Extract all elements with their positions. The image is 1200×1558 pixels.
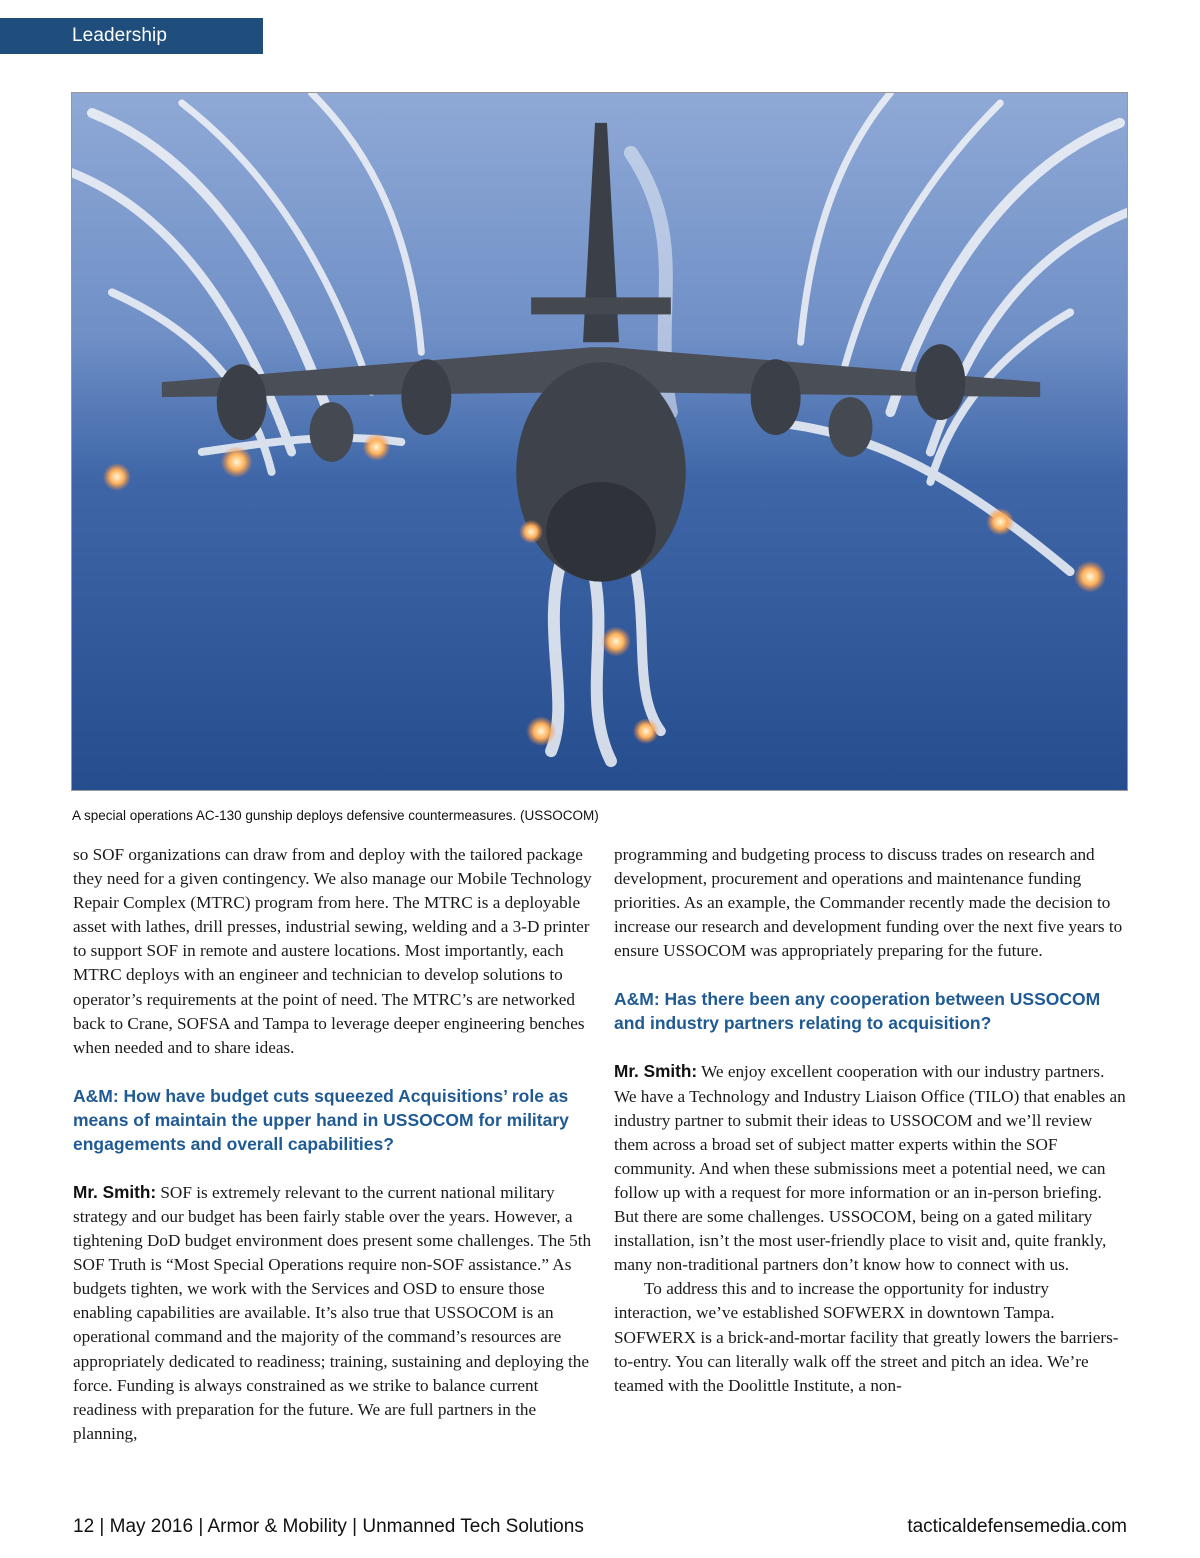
gunship-photo bbox=[71, 92, 1128, 791]
question-budget-cuts: A&M: How have budget cuts squeezed Acquisitions’ role as means of maintain the upper hand in USSOCOM for military engagements and overall capabilities? bbox=[73, 1085, 569, 1154]
question-industry-cooperation: A&M: Has there been any cooperation between USSOCOM and industry partners relating to acquisition? bbox=[614, 989, 1101, 1034]
right-paragraph-1: programming and budgeting process to discuss trades on research and development, procurement and operations and maintenance funding priorities. As an example, the Commander recently made the decision to increase our research and development funding over the next five years to ensure USSOCOM was appropriately preparing for the future. bbox=[614, 845, 1123, 961]
answer-budget-cuts bbox=[73, 1180, 593, 1446]
right-column bbox=[614, 843, 1129, 1398]
left-column bbox=[73, 843, 593, 1446]
speaker-label: Mr. Smith: bbox=[73, 1181, 157, 1202]
footer-publication-info: 12 | May 2016 | Armor & Mobility | Unmanned Tech Solutions bbox=[73, 1516, 584, 1537]
right-paragraph-3: To address this and to increase the opportunity for industry interaction, we’ve established SOFWERX in downtown Tampa. SOFWERX is a brick-and-mortar facility that greatly lowers the barriers-to-entry. You can literally walk off the street and pitch an idea. We’re teamed with the Doolittle Institute, a non- bbox=[614, 1279, 1119, 1395]
answer-industry-cooperation bbox=[614, 1059, 1129, 1277]
speaker-label: Mr. Smith: bbox=[614, 1061, 698, 1082]
page-footer bbox=[73, 1516, 1127, 1538]
footer-website-link[interactable]: tacticaldefensemedia.com bbox=[907, 1516, 1127, 1537]
photo-caption: A special operations AC-130 gunship deploys defensive countermeasures. (USSOCOM) bbox=[72, 808, 599, 823]
left-paragraph-1: so SOF organizations can draw from and deploy with the tailored package they need for a given contingency. We also manage our Mobile Technology Repair Complex (MTRC) program from here. The MTRC is a deployable asset with lathes, drill presses, industrial sewing, welding and a 3-D printer to support SOF in remote and austere locations. Most importantly, each MTRC deploys with an engineer and technician to develop solutions to operator’s requirements at the point of need. The MTRC’s are networked back to Crane, SOFSA and Tampa to leverage deeper engineering benches when needed and to share ideas. bbox=[73, 845, 592, 1057]
answer-text: SOF is extremely relevant to the current national military strategy and our budget has been fairly stable over the years. However, a tightening DoD budget environment does present some challenges. The 5th SOF Truth is “Most Special Operations require non-SOF assistance.” As budgets tighten, we work with the Services and OSD to ensure those enabling capabilities are available. It’s also true that USSOCOM is an operational command and the majority of the command’s resources are appropriately dedicated to readiness; training, sustaining and deploying the force. Funding is always constrained as we strike to balance current readiness with preparation for the future. We are full partners in the planning, bbox=[73, 1182, 592, 1443]
answer-text: We enjoy excellent cooperation with our industry partners. We have a Technology and Industry Liaison Office (TILO) that enables an industry partner to submit their ideas to USSOCOM and we’ll review them across a broad set of subject matter experts within the SOF community. And when these submissions meet a potential need, we can follow up with a request for more information or an in-person briefing. But there are some challenges. USSOCOM, being on a gated military installation, isn’t the most user-friendly place to visit and, quite frankly, many non-traditional partners don’t know how to connect with us. bbox=[614, 1062, 1126, 1275]
section-header-tab: Leadership Perspective bbox=[0, 18, 263, 54]
